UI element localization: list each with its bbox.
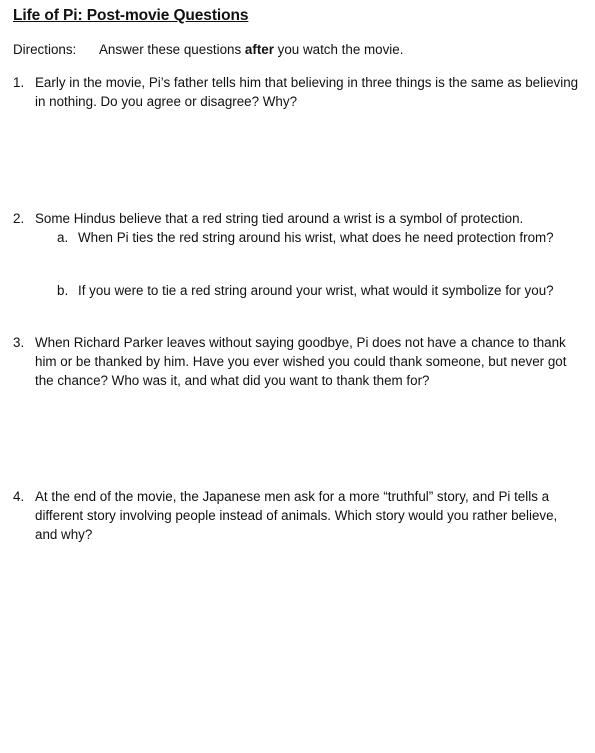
directions-text-before: Answer these questions	[99, 42, 245, 57]
directions-text-bold: after	[244, 42, 274, 57]
question-1	[13, 73, 583, 111]
question-number: 1.	[13, 75, 25, 90]
sub-question-letter: a.	[57, 230, 69, 245]
question-2	[13, 209, 583, 228]
question-3	[13, 333, 583, 390]
question-text: Some Hindus believe that a red string tied around a wrist is a symbol of protection.	[35, 211, 524, 226]
directions-label: Directions:	[13, 42, 77, 57]
question-number: 4.	[13, 489, 25, 504]
sub-question-text: When Pi ties the red string around his wrist, what does he need protection from?	[78, 230, 554, 245]
question-4	[13, 487, 583, 544]
question-number: 3.	[13, 335, 25, 350]
question-text: At the end of the movie, the Japanese men ask for a more “truthful” story, and Pi tells a different story involving people instead of animals. Which story would you rather believe, and why?	[35, 489, 558, 542]
sub-question-text: If you were to tie a red string around your wrist, what would it symbolize for you?	[78, 283, 554, 298]
directions	[13, 40, 403, 59]
sub-question-letter: b.	[57, 283, 69, 298]
worksheet-title: Life of Pi: Post-movie Questions	[13, 7, 249, 24]
question-2b	[57, 281, 587, 300]
question-text: When Richard Parker leaves without saying goodbye, Pi does not have a chance to thank him or be thanked by him. Have you ever wished you could thank someone, but never got the chance? Who was it, and what did you want to thank them for?	[35, 335, 567, 388]
question-text: Early in the movie, Pi’s father tells him that believing in three things is the same as believing in nothing. Do you agree or disagree? Why?	[35, 75, 579, 109]
question-2a	[57, 228, 587, 247]
directions-text-after: you watch the movie.	[273, 42, 404, 57]
question-number: 2.	[13, 211, 25, 226]
